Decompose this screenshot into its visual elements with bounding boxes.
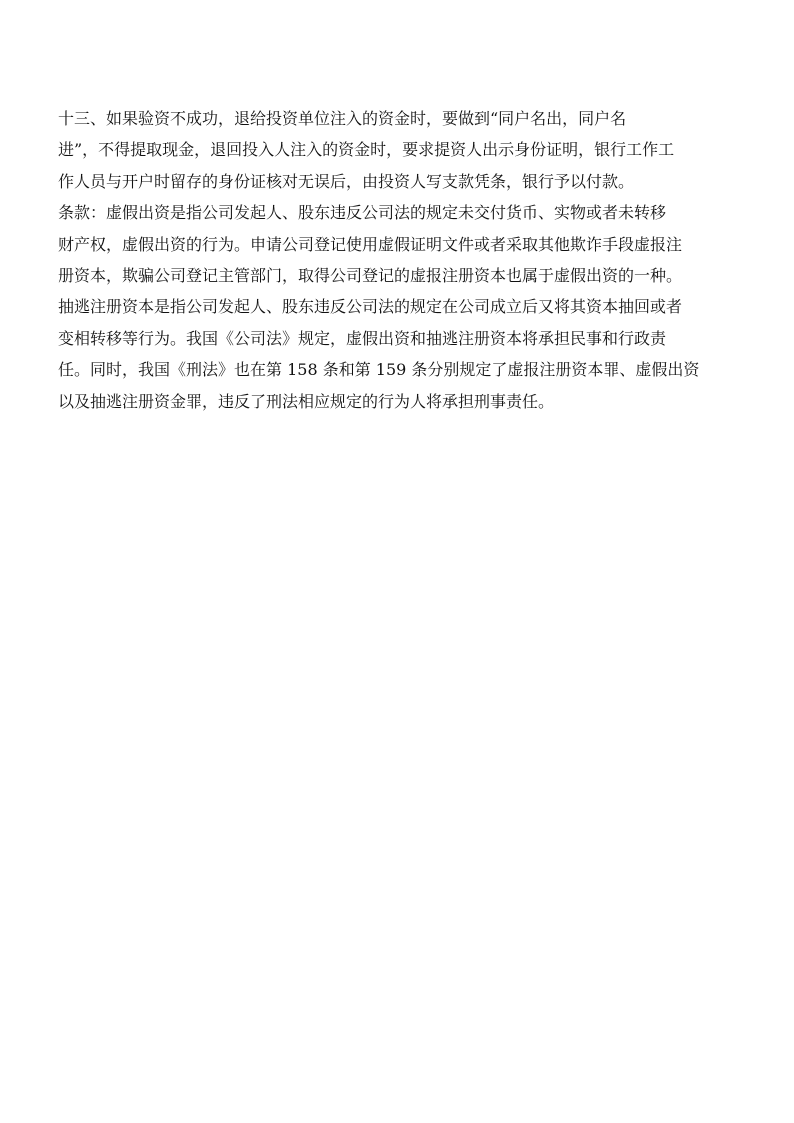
text-line-10: 以及抽逃注册资金罪，违反了刑法相应规定的行为人将承担刑事责任。	[58, 391, 555, 411]
text-line-5: 财产权，虚假出资的行为。申请公司登记使用虚假证明文件或者采取其他欺诈手段虚报注	[58, 234, 683, 254]
document-body	[58, 103, 738, 417]
text-line-4: 条款：虚假出资是指公司发起人、股东违反公司法的规定未交付货币、实物或者未转移	[58, 203, 667, 223]
text-line-8: 变相转移等行为。我国《公司法》规定，虚假出资和抽逃注册资本将承担民事和行政责	[58, 328, 667, 348]
text-line-3: 作人员与开户时留存的身份证核对无误后，由投资人写支款凭条，银行予以付款。	[58, 171, 635, 191]
text-line-7: 抽逃注册资本是指公司发起人、股东违反公司法的规定在公司成立后又将其资本抽回或者	[58, 297, 683, 317]
text-line-1: 十三、如果验资不成功，退给投资单位注入的资金时，要做到“同户名出，同户名	[58, 109, 627, 128]
text-line-6: 册资本，欺骗公司登记主管部门，取得公司登记的虚报注册资本也属于虚假出资的一种。	[58, 265, 683, 285]
text-line-2: 进”，不得提取现金，退回投入人注入的资金时，要求提资人出示身份证明，银行工作工	[58, 140, 675, 160]
text-line-9: 任。同时，我国《刑法》也在第 158 条和第 159 条分别规定了虚报注册资本罪、虚假出资	[58, 360, 700, 380]
